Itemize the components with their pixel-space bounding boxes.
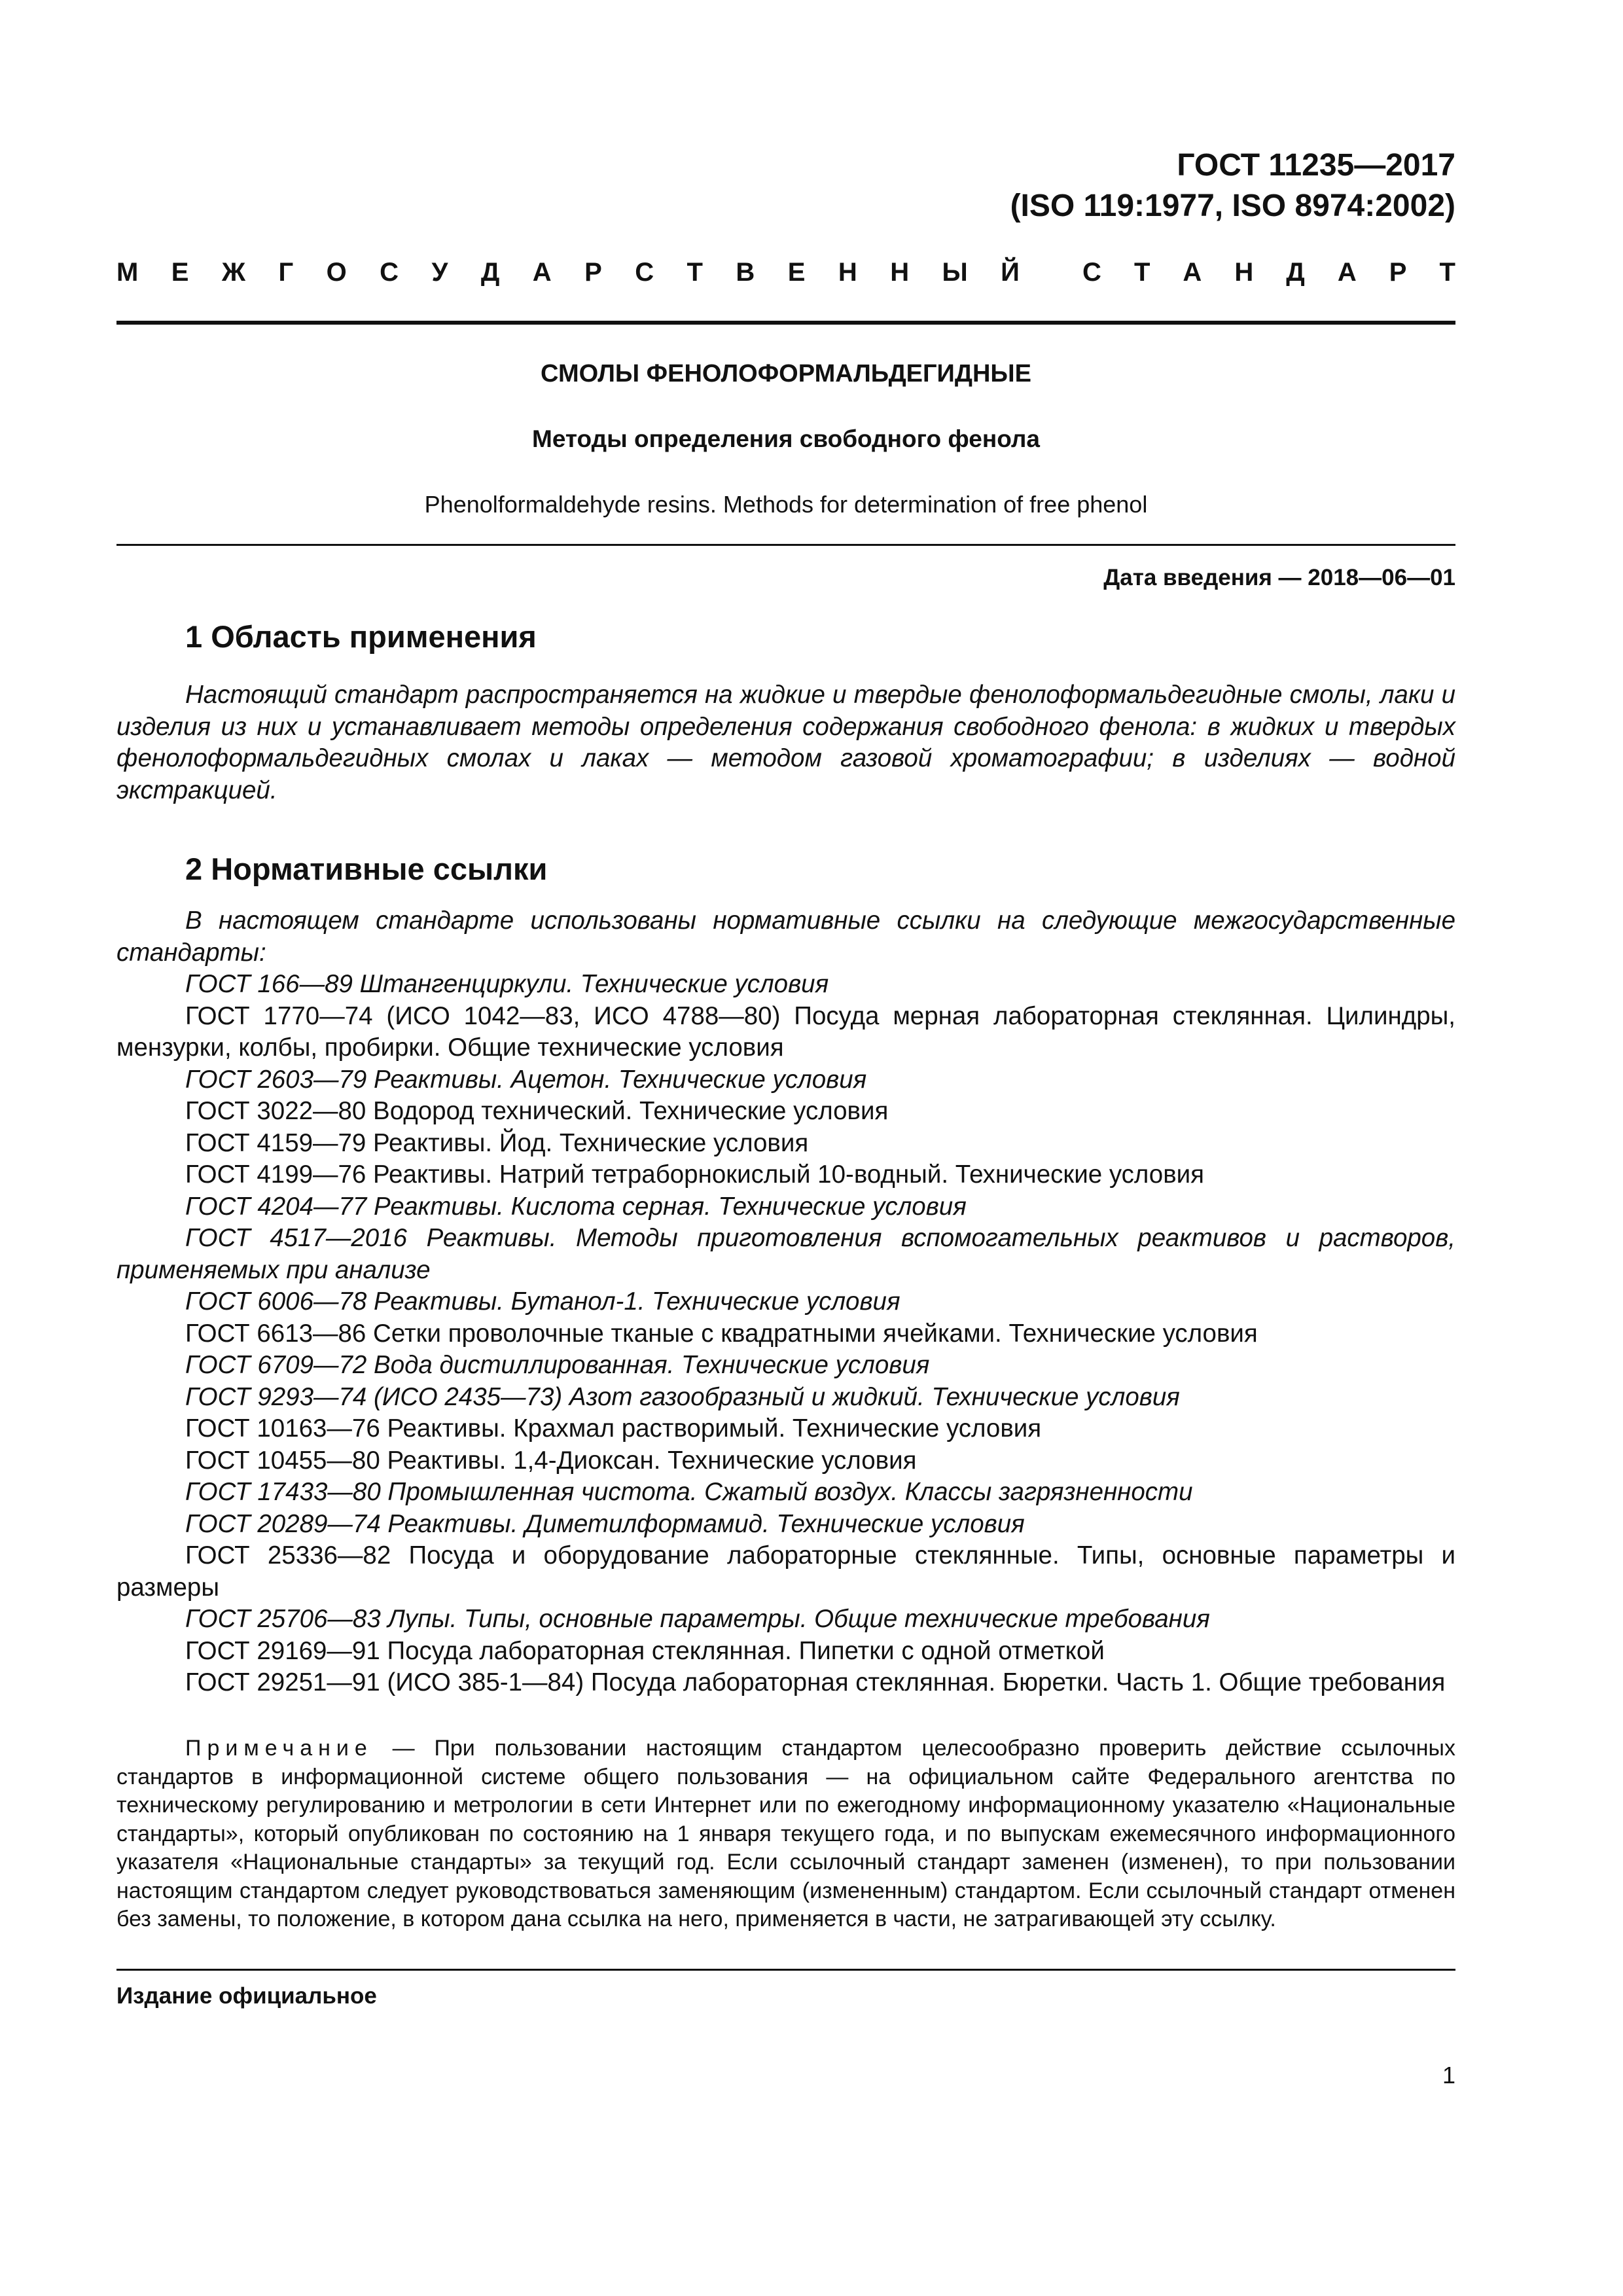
footer-rule	[116, 1969, 1455, 1971]
banner-letter: Д	[480, 258, 500, 287]
banner-letter: Н	[1234, 258, 1254, 287]
document-title-english: Phenolformaldehyde resins. Methods for determination of free phenol	[424, 491, 1148, 518]
banner-letter: Ж	[221, 258, 246, 287]
reference-item: ГОСТ 17433—80 Промышленная чистота. Сжатый воздух. Классы загрязненности	[185, 1478, 1193, 1506]
reference-item: ГОСТ 20289—74 Реактивы. Диметилформамид. Технические условия	[185, 1509, 1025, 1538]
banner-letter: У	[431, 258, 448, 287]
section-1-paragraph: Настоящий стандарт распространяется на жидкие и твердые фенолоформальдегидные смолы, лаки и изделия из них и устанавливает методы определения содержания свободного фенола: в жидких и твердых фенолоформальдегидных смолах и лаках — методом газовой хроматографии; в изделиях — водной экстракцией.	[116, 681, 1455, 804]
note-label: Примечание	[185, 1736, 373, 1761]
references-intro: В настоящем стандарте использованы нормативные ссылки на следующие межгосударственные стандарты:	[116, 906, 1455, 967]
reference-item: ГОСТ 2603—79 Реактивы. Ацетон. Технические условия	[185, 1065, 867, 1094]
interstate-standard-banner	[116, 254, 1455, 291]
iso-equivalents: (ISO 119:1977, ISO 8974:2002)	[1010, 188, 1455, 223]
banner-letter: С	[635, 258, 654, 287]
official-edition-label: Издание официальное	[116, 1983, 377, 2009]
banner-letter: Й	[1001, 258, 1020, 287]
banner-letter: Т	[687, 258, 703, 287]
banner-letter: А	[1183, 258, 1202, 287]
banner-letter: Д	[1286, 258, 1305, 287]
banner-letter: С	[380, 258, 399, 287]
banner-letter: М	[116, 258, 139, 287]
reference-list	[116, 969, 1455, 1699]
banner-letter: Т	[1439, 258, 1455, 287]
reference-item: ГОСТ 3022—80 Водород технический. Технические условия	[185, 1097, 889, 1125]
banner-letter: Е	[171, 258, 189, 287]
header-rule	[116, 321, 1455, 325]
reference-item: ГОСТ 4199—76 Реактивы. Натрий тетраборнокислый 10-водный. Технические условия	[185, 1160, 1205, 1189]
banner-letter: С	[1082, 258, 1101, 287]
banner-letter: А	[532, 258, 552, 287]
gost-designation	[1010, 145, 1455, 226]
note-text: — При пользовании настоящим стандартом целесообразно проверить действие ссылочных стандартов в информационной системе общего пользования — на официальном сайте Федерального агентства по техническому регулированию и метрологии в сети Интернет или по ежегодному информационному указателю «Национальные стандарты», который опубликован по состоянию на 1 января текущего года, и по выпускам ежемесячного информационного указателя «Национальные стандарты» за текущий год. Если ссылочный стандарт заменен (изменен), то при пользовании настоящим стандартом следует руководствоваться заменяющим (измененным) стандартом. Если ссылочный стандарт отменен без замены, то положение, в котором дана ссылка на него, применяется в части, не затрагивающей эту ссылку.	[116, 1736, 1455, 1931]
title-rule	[116, 544, 1455, 546]
document-subtitle: Методы определения свободного фенола	[532, 425, 1040, 452]
banner-letter: Р	[584, 258, 602, 287]
reference-item: ГОСТ 4159—79 Реактивы. Йод. Технические условия	[185, 1128, 809, 1157]
reference-item: ГОСТ 29251—91 (ИСО 385-1—84) Посуда лабораторная стеклянная. Бюретки. Часть 1. Общие требования	[185, 1668, 1446, 1696]
banner-letter: Т	[1133, 258, 1150, 287]
banner-letter: Р	[1389, 258, 1407, 287]
reference-item: ГОСТ 6709—72 Вода дистиллированная. Технические условия	[185, 1351, 930, 1379]
banner-letter: Ы	[942, 258, 968, 287]
reference-item: ГОСТ 6613—86 Сетки проволочные тканые с квадратными ячейками. Технические условия	[185, 1319, 1258, 1348]
document-title: СМОЛЫ ФЕНОЛОФОРМАЛЬДЕГИДНЫЕ	[541, 360, 1031, 387]
reference-item: ГОСТ 4517—2016 Реактивы. Методы приготовления вспомогательных реактивов и растворов, применяемых при анализе	[116, 1224, 1455, 1284]
gost-code: ГОСТ 11235—2017	[1177, 148, 1455, 183]
section-1-body	[116, 679, 1455, 806]
banner-letter: А	[1337, 258, 1357, 287]
reference-item: ГОСТ 29169—91 Посуда лабораторная стеклянная. Пипетки с одной отметкой	[185, 1636, 1105, 1665]
banner-letter: В	[736, 258, 755, 287]
reference-item: ГОСТ 25336—82 Посуда и оборудование лабораторные стеклянные. Типы, основные параметры и размеры	[116, 1541, 1455, 1602]
section-1-heading: 1 Область применения	[185, 619, 537, 654]
banner-letter: Н	[890, 258, 910, 287]
introduction-date: Дата введения — 2018—06—01	[1103, 565, 1455, 590]
reference-item: ГОСТ 10455—80 Реактивы. 1,4-Диоксан. Технические условия	[185, 1446, 917, 1475]
section-2-heading: 2 Нормативные ссылки	[185, 852, 548, 886]
banner-word-interstate	[116, 254, 1020, 291]
reference-item: ГОСТ 6006—78 Реактивы. Бутанол-1. Технические условия	[185, 1287, 901, 1316]
references-note	[116, 1734, 1455, 1934]
banner-letter: О	[326, 258, 347, 287]
reference-item: ГОСТ 1770—74 (ИСО 1042—83, ИСО 4788—80) Посуда мерная лабораторная стеклянная. Цилиндры, мензурки, колбы, пробирки. Общие технические условия	[116, 1001, 1455, 1062]
reference-item: ГОСТ 25706—83 Лупы. Типы, основные параметры. Общие технические требования	[185, 1605, 1210, 1633]
reference-item: ГОСТ 166—89 Штангенциркули. Технические условия	[185, 970, 829, 998]
banner-letter: Е	[787, 258, 806, 287]
normative-references	[116, 905, 1455, 1699]
reference-item: ГОСТ 9293—74 (ИСО 2435—73) Азот газообразный и жидкий. Технические условия	[185, 1382, 1180, 1411]
banner-word-standard	[1082, 254, 1455, 291]
reference-item: ГОСТ 10163—76 Реактивы. Крахмал растворимый. Технические условия	[185, 1414, 1042, 1443]
banner-letter: Г	[278, 258, 294, 287]
page-number: 1	[1442, 2062, 1455, 2089]
reference-item: ГОСТ 4204—77 Реактивы. Кислота серная. Технические условия	[185, 1192, 967, 1221]
banner-letter: Н	[838, 258, 857, 287]
